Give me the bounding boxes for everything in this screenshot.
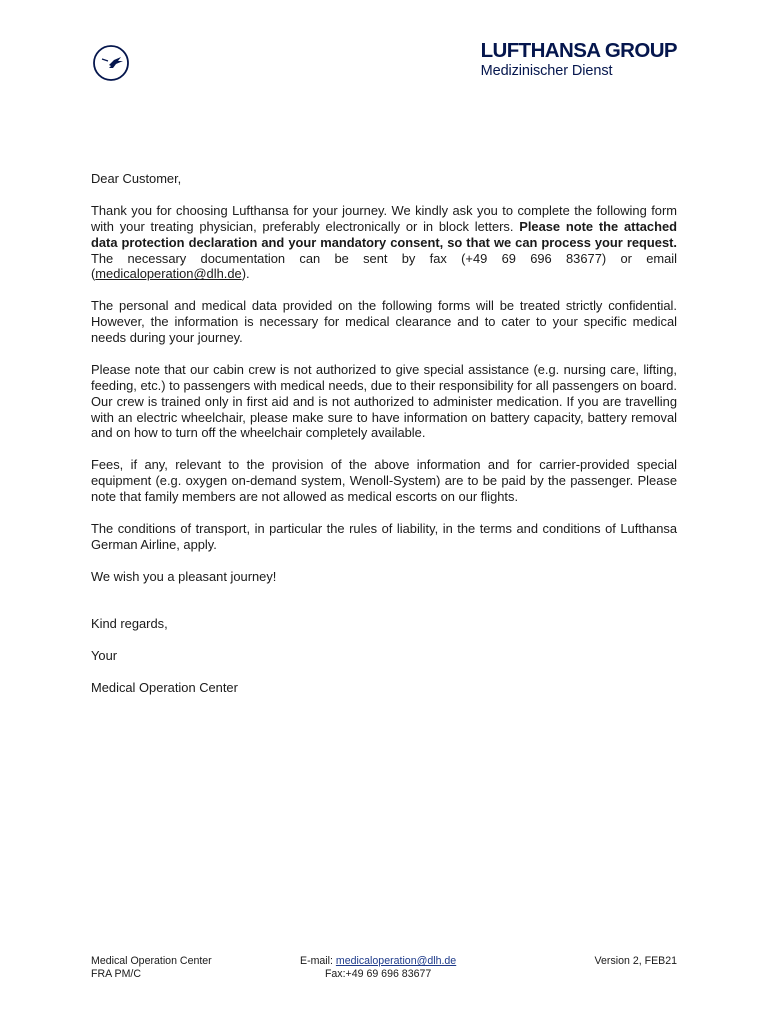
paragraph-fees: Fees, if any, relevant to the provision of the above information and for carrier-provided special equipment (e.g. oxygen on-demand system, Wenoll-System) are to be paid by the passenger. Please note that family members are not allowed as medical escorts on our flights. <box>91 457 677 505</box>
footer-version-text: Version 2, FEB21 <box>594 955 677 967</box>
email-link[interactable]: medicaloperation@dlh.de <box>95 266 242 282</box>
brand-subtitle: Medizinischer Dienst <box>480 63 613 79</box>
paragraph-intro <box>91 203 677 283</box>
closing-your: Your <box>91 648 118 664</box>
paragraph-intro-text-b: The necessary documentation can be sent by fax (+49 69 696 83677) or email ( <box>91 250 677 282</box>
lufthansa-crane-logo-icon <box>92 44 130 82</box>
paragraph-intro-text-c: ). <box>241 266 250 282</box>
paragraph-intro-text-a: Thank you for choosing Lufthansa for your journey. We kindly ask you to complete the following form with your treating physician, preferably electronically or in block letters. <box>91 202 677 234</box>
salutation: Dear Customer, <box>91 171 182 186</box>
closing: Kind regards, <box>91 616 168 632</box>
paragraph-data-privacy: The personal and medical data provided on the following forms will be treated strictly confidential. However, the information is necessary for medical clearance and to cater to your specific medical needs during your journey. <box>91 298 677 346</box>
footer-email-link[interactable]: medicaloperation@dlh.de <box>335 955 457 967</box>
letter-body <box>91 171 677 712</box>
paragraph-cabin-crew: Please note that our cabin crew is not authorized to give special assistance (e.g. nursing care, lifting, feeding, etc.) to passengers with medical needs, due to their responsibility for all passengers on board. Our crew is trained only in first aid and is not authorized to administer medication. If you are travelling with an electric wheelchair, please make sure to have information on battery capacity, battery removal and on how to turn off the wheelchair completely available. <box>91 361 677 441</box>
footer-sender <box>91 955 212 980</box>
footer-sender-dept: FRA PM/C <box>91 967 142 980</box>
footer-email-line <box>300 955 456 968</box>
footer-sender-name: Medical Operation Center <box>91 955 212 967</box>
brand-name: LUFTHANSA GROUP <box>480 39 677 62</box>
paragraph-wishes: We wish you a pleasant journey! <box>91 568 277 584</box>
footer-version <box>595 955 677 968</box>
paragraph-conditions: The conditions of transport, in particular the rules of liability, in the terms and conditions of Lufthansa German Airline, apply. <box>91 520 677 552</box>
signature: Medical Operation Center <box>91 679 238 695</box>
paragraph-intro-bold: Please note the attached data protection declaration and your mandatory consent, so that we can process your request. <box>91 218 677 250</box>
footer-contact <box>300 955 456 980</box>
footer-fax: Fax:+49 69 696 83677 <box>324 967 432 980</box>
brand-header <box>481 40 677 80</box>
footer-email-label: E-mail: <box>300 955 336 967</box>
